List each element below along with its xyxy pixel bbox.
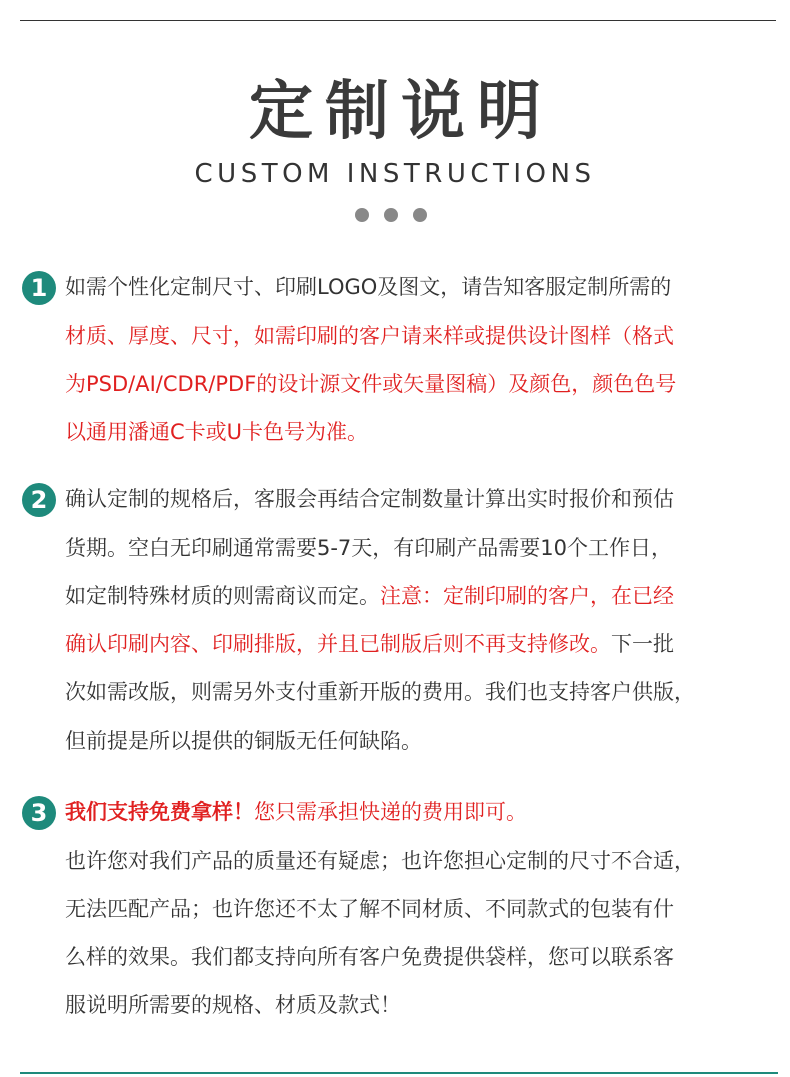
dot-icon xyxy=(355,208,369,222)
section-1-line-3: 为PSD/AI/CDR/PDF的设计源文件或矢量图稿）及颜色，颜色色号 xyxy=(65,372,677,396)
notice-text: 注意：定制印刷的客户，在已经 xyxy=(380,584,674,608)
step-number-badge-2: 2 xyxy=(22,483,56,517)
section-2-line-1: 确认定制的规格后，客服会再结合定制数量计算出实时报价和预估 xyxy=(65,487,674,511)
section-3-line-3: 无法匹配产品；也许您还不太了解不同材质、不同款式的包装有什 xyxy=(65,897,674,921)
section-3-line-4: 么样的效果。我们都支持向所有客户免费提供袋样，您可以联系客 xyxy=(65,945,674,969)
top-divider xyxy=(20,20,776,21)
section-2-line-2: 货期。空白无印刷通常需要5-7天，有印刷产品需要10个工作日， xyxy=(65,536,673,560)
free-sample-headline: 我们支持免费拿样！ xyxy=(65,800,254,824)
dot-icon xyxy=(384,208,398,222)
section-2-line-6: 但前提是所以提供的铜版无任何缺陷。 xyxy=(65,729,422,753)
section-1-line-4: 以通用潘通C卡或U卡色号为准。 xyxy=(65,420,369,444)
section-2-line-5: 次如需改版，则需另外支付重新开版的费用。我们也支持客户供版， xyxy=(65,680,695,704)
section-1-line-2: 材质、厚度、尺寸，如需印刷的客户请来样或提供设计图样（格式 xyxy=(65,324,674,348)
notice-text: 确认印刷内容、印刷排版，并且已制版后则不再支持修改。 xyxy=(65,632,611,656)
section-1-line-1: 如需个性化定制尺寸、印刷LOGO及图文，请告知客服定制所需的 xyxy=(65,275,672,299)
decorative-dots xyxy=(355,208,427,224)
page-title: 定制说明 xyxy=(249,75,553,149)
section-3-line-5: 服说明所需要的规格、材质及款式！ xyxy=(65,993,401,1017)
section-2-line-4: 确认印刷内容、印刷排版，并且已制版后则不再支持修改。下一批 xyxy=(65,632,674,656)
step-number-badge-3: 3 xyxy=(22,796,56,830)
section-2-line-3: 如定制特殊材质的则需商议而定。注意：定制印刷的客户，在已经 xyxy=(65,584,674,608)
page-subtitle: CUSTOM INSTRUCTIONS xyxy=(194,159,596,189)
dot-icon xyxy=(413,208,427,222)
bottom-divider xyxy=(20,1072,778,1074)
section-3-line-1: 我们支持免费拿样！您只需承担快递的费用即可。 xyxy=(65,800,527,824)
step-number-badge-1: 1 xyxy=(22,271,56,305)
section-3-line-2: 也许您对我们产品的质量还有疑虑；也许您担心定制的尺寸不合适， xyxy=(65,849,695,873)
